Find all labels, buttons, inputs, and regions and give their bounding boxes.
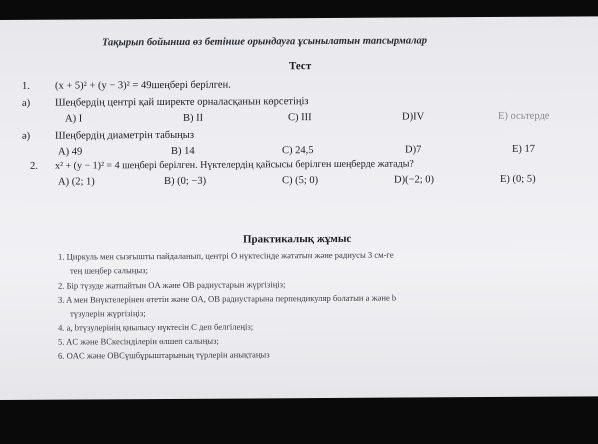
q1b-text: Шеңбердің диаметрін табыңыз	[55, 129, 195, 142]
test-heading: Тест	[289, 60, 312, 73]
practical-heading: Практикалық жұмыс	[243, 232, 352, 246]
q2-option-e: E) (0; 5)	[500, 173, 536, 185]
q1-equation: (x + 5)² + (y − 3)² = 49шеңбері берілген.	[55, 79, 231, 92]
q1b-option-e: E) 17	[512, 143, 536, 155]
q2-option-c: C) (5; 0)	[282, 175, 319, 187]
task-line-4: 3. A мен Bнүктелерінен өтетін және OA, OB радиустарына перпендикуляр болатын a және b	[58, 292, 397, 305]
q1a-marker: а)	[22, 97, 31, 109]
task-line-6: 4. a, bтүзулерінің қиылысу нүктесін C деп белгілеңіз;	[58, 321, 254, 333]
q1a-option-a: A) I	[65, 113, 83, 125]
q2-text: x² + (y − 1)² = 4 шеңбері берілген. Нүктелердің қайсысы берілген шеңберде жатады?	[55, 158, 414, 172]
task-line-3: 2. Бір түзуде жатпайтын OA және OB радиустарын жүргізіңіз;	[58, 279, 286, 291]
task-line-8: 6. OAC және OBCүшбұрыштарының түрлерін анықтаңыз	[58, 349, 270, 361]
q1a-option-c: C) III	[288, 112, 312, 124]
task-line-2: тең шеңбер салыңыз;	[70, 265, 148, 276]
q1b-option-d: D)7	[405, 144, 422, 156]
q2-number: 2.	[30, 160, 38, 172]
q2-option-d: D)(−2; 0)	[394, 174, 435, 186]
task-line-1: 1. Циркуль мен сызғышты пайдаланып, центрі O нүктесінде жататын және радиусы 3 см-ге	[58, 249, 394, 262]
worksheet-page	[0, 16, 598, 400]
q1b-option-c: C) 24,5	[282, 145, 314, 157]
task-line-5: түзулерін жүргізіңіз;	[70, 308, 146, 319]
q2-option-b: B) (0; −3)	[164, 175, 207, 187]
task-line-7: 5. AC және BCкесінділерін өлшеп салыңыз;	[58, 335, 219, 347]
q1b-option-a: A) 49	[58, 146, 83, 158]
q1a-option-e: E) осьтерде	[498, 110, 550, 122]
q1a-text: Шеңбердің центрі қай ширекте орналасқанын көрсетіңіз	[55, 96, 309, 109]
page-title: Тақырып бойынша өз бетінше орындауға ұсынылатын тапсырмалар	[102, 35, 427, 49]
q1a-option-d: D)IV	[402, 111, 425, 123]
q1b-marker: ә)	[22, 130, 31, 142]
q2-option-a: A) (2; 1)	[58, 176, 95, 188]
q1-number: 1.	[22, 80, 30, 92]
q1a-option-b: B) II	[183, 112, 204, 124]
q1b-option-b: B) 14	[171, 145, 195, 157]
